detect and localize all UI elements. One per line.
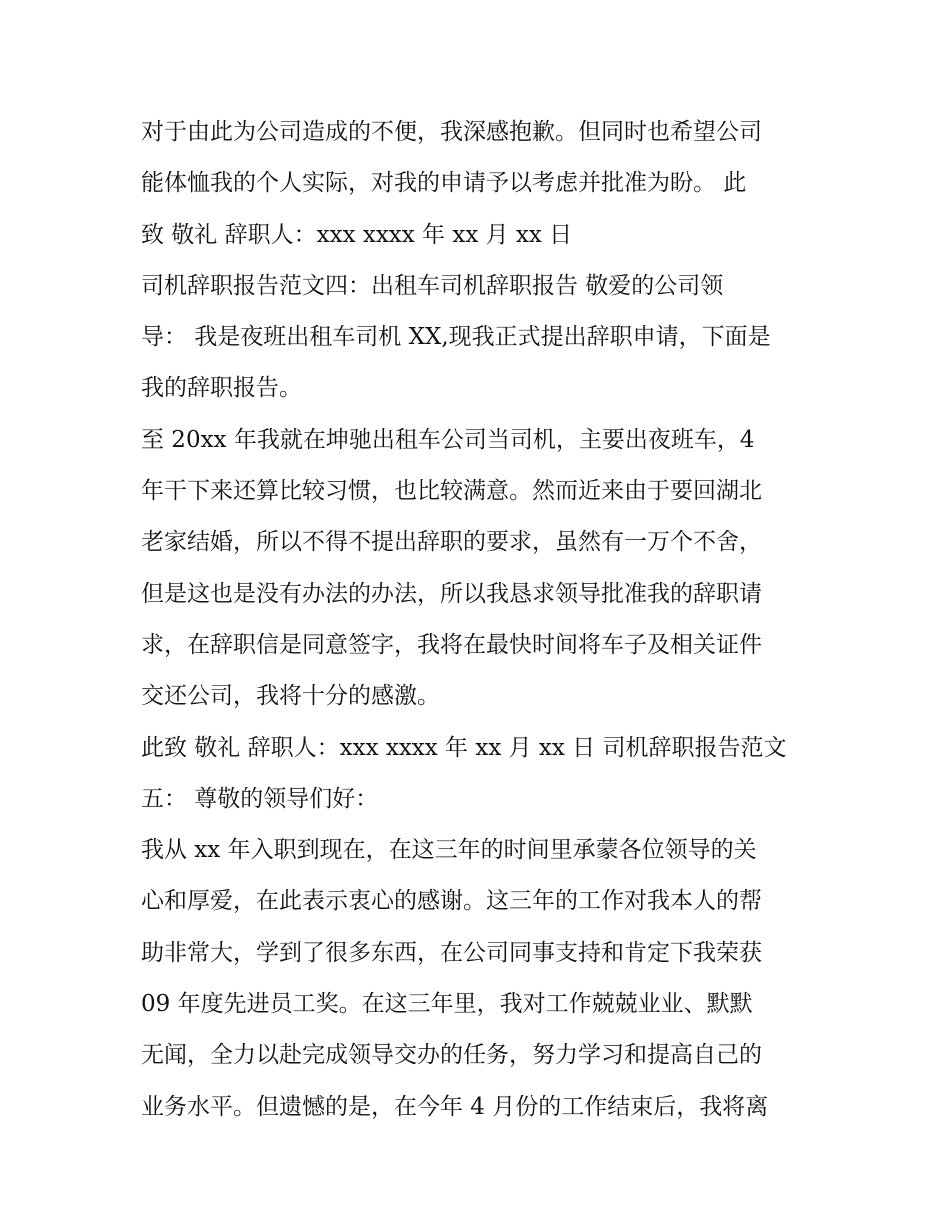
text-line: 我的辞职报告。 <box>141 375 302 402</box>
text-line: 对于由此为公司造成的不便，我深感抱歉。但同时也希望公司 <box>141 119 762 145</box>
text-line: 但是这也是没有办法的办法，所以我恳求领导批准我的辞职请 <box>141 580 762 607</box>
text-line: 交还公司，我将十分的感激。 <box>141 683 440 710</box>
text-line: 助非常大，学到了很多东西，在公司同事支持和肯定下我荣获 <box>141 939 762 966</box>
text-line: 导： 我是夜班出租车司机 XX,现我正式提出辞职申请，下面是 <box>141 324 771 351</box>
text-line: 能体恤我的个人实际，对我的申请予以考虑并批准为盼。 此 <box>141 170 747 197</box>
text-line: 无闻，全力以赴完成领导交办的任务，努力学习和提高自己的 <box>141 1042 762 1069</box>
document-body <box>141 107 821 1133</box>
text-line: 求，在辞职信是同意签字，我将在最快时间将车子及相关证件 <box>141 631 762 658</box>
text-line: 五： 尊敬的领导们好： <box>141 785 379 812</box>
text-line: 司机辞职报告范文四：出租车司机辞职报告 敬爱的公司领 <box>141 272 724 299</box>
text-line: 心和厚爱，在此表示衷心的感谢。这三年的工作对我本人的帮 <box>141 888 762 915</box>
text-line: 老家结婚，所以不得不提出辞职的要求，虽然有一万个不舍， <box>141 529 762 556</box>
text-line: 年干下来还算比较习惯，也比较满意。然而近来由于要回湖北 <box>141 478 762 505</box>
text-line: 业务水平。但遗憾的是，在今年 4 月份的工作结束后，我将离 <box>141 1093 769 1120</box>
text-line: 至 20xx 年我就在坤驰出租车公司当司机，主要出夜班车，4 <box>141 426 755 453</box>
text-line: 我从 xx 年入职到现在，在这三年的时间里承蒙各位领导的关 <box>141 837 757 864</box>
text-line: 09 年度先进员工奖。在这三年里，我对工作兢兢业业、默默 <box>141 991 753 1018</box>
text-line: 致 敬礼 辞职人：xxx xxxx 年 xx 月 xx 日 <box>141 221 573 248</box>
text-line: 此致 敬礼 辞职人：xxx xxxx 年 xx 月 xx 日 司机辞职报告范文 <box>141 734 787 761</box>
